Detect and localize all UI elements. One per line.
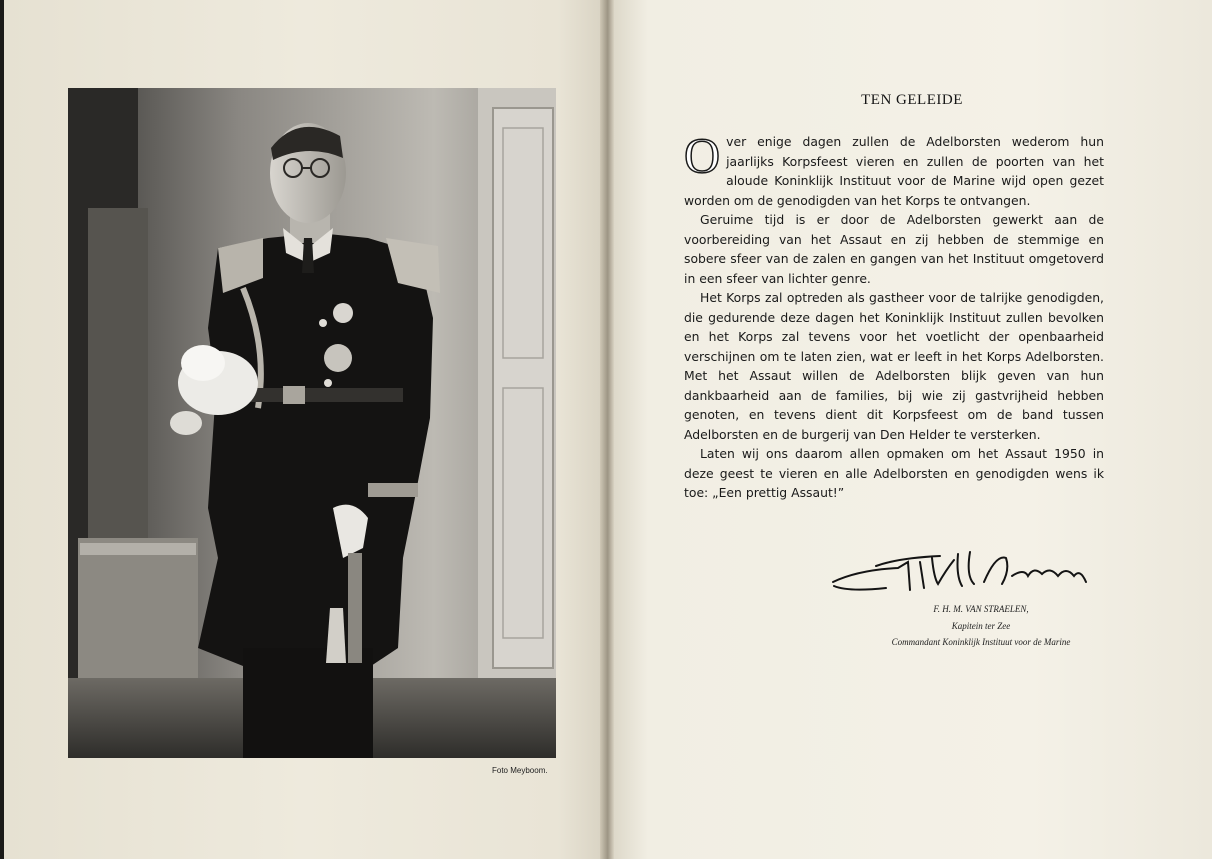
signatory-name: F. H. M. VAN STRAELEN,	[933, 604, 1029, 614]
page-title: TEN GELEIDE	[861, 92, 963, 108]
paragraph: Laten wij ons daarom allen opmaken om het Assaut 1950 in deze geest te vieren en alle Adelborsten en genodigden wens ik toe: „Een prettig Assaut!”	[684, 446, 1104, 500]
portrait-photo	[68, 88, 556, 758]
dropcap: O	[684, 127, 721, 183]
foreword-text	[684, 127, 1104, 503]
paragraph: Het Korps zal optreden als gastheer voor de talrijke genodigden, die gedurende deze dagen het Koninklijk Instituut zullen bevolken en het Korps zal tevens voor het voetlicht der openbaarheid verschijnen om te laten zien, wat er leeft in het Korps Adelborsten. Met het Assaut willen de Adelborsten blijk geven van hun dankbaarheid aan de families, bij wie zij gastvrijheid hebben genoten, en tevens dient dit Korpsfeest om de band tussen Adelborsten en de burgerij van Den Helder te versterken.	[684, 290, 1104, 442]
handwritten-signature	[828, 540, 1098, 600]
signatory-block	[856, 601, 1106, 651]
signatory-rank: Kapitein ter Zee	[951, 620, 1011, 631]
paragraph-text: ver enige dagen zullen de Adelborsten wederom hun jaarlijks Korpsfeest vieren en zullen de poorten van het aloude Koninklijk Instituut voor de Marine wijd open gezet worden om de genodigden van het Korps te ontvangen.	[684, 134, 1104, 208]
book-gutter	[600, 0, 614, 859]
paragraph	[684, 127, 1104, 210]
photo-credit: Foto Meyboom.	[492, 766, 548, 775]
signatory-title: Commandant Koninklijk Instituut voor de Marine	[891, 637, 1071, 647]
paragraph: Geruime tijd is er door de Adelborsten gewerkt aan de voorbereiding van het Assaut en zij hebben de stemmige en sobere sfeer van de zalen en gangen van het Instituut omgetoverd in een sfeer van lichter genre.	[684, 212, 1104, 286]
